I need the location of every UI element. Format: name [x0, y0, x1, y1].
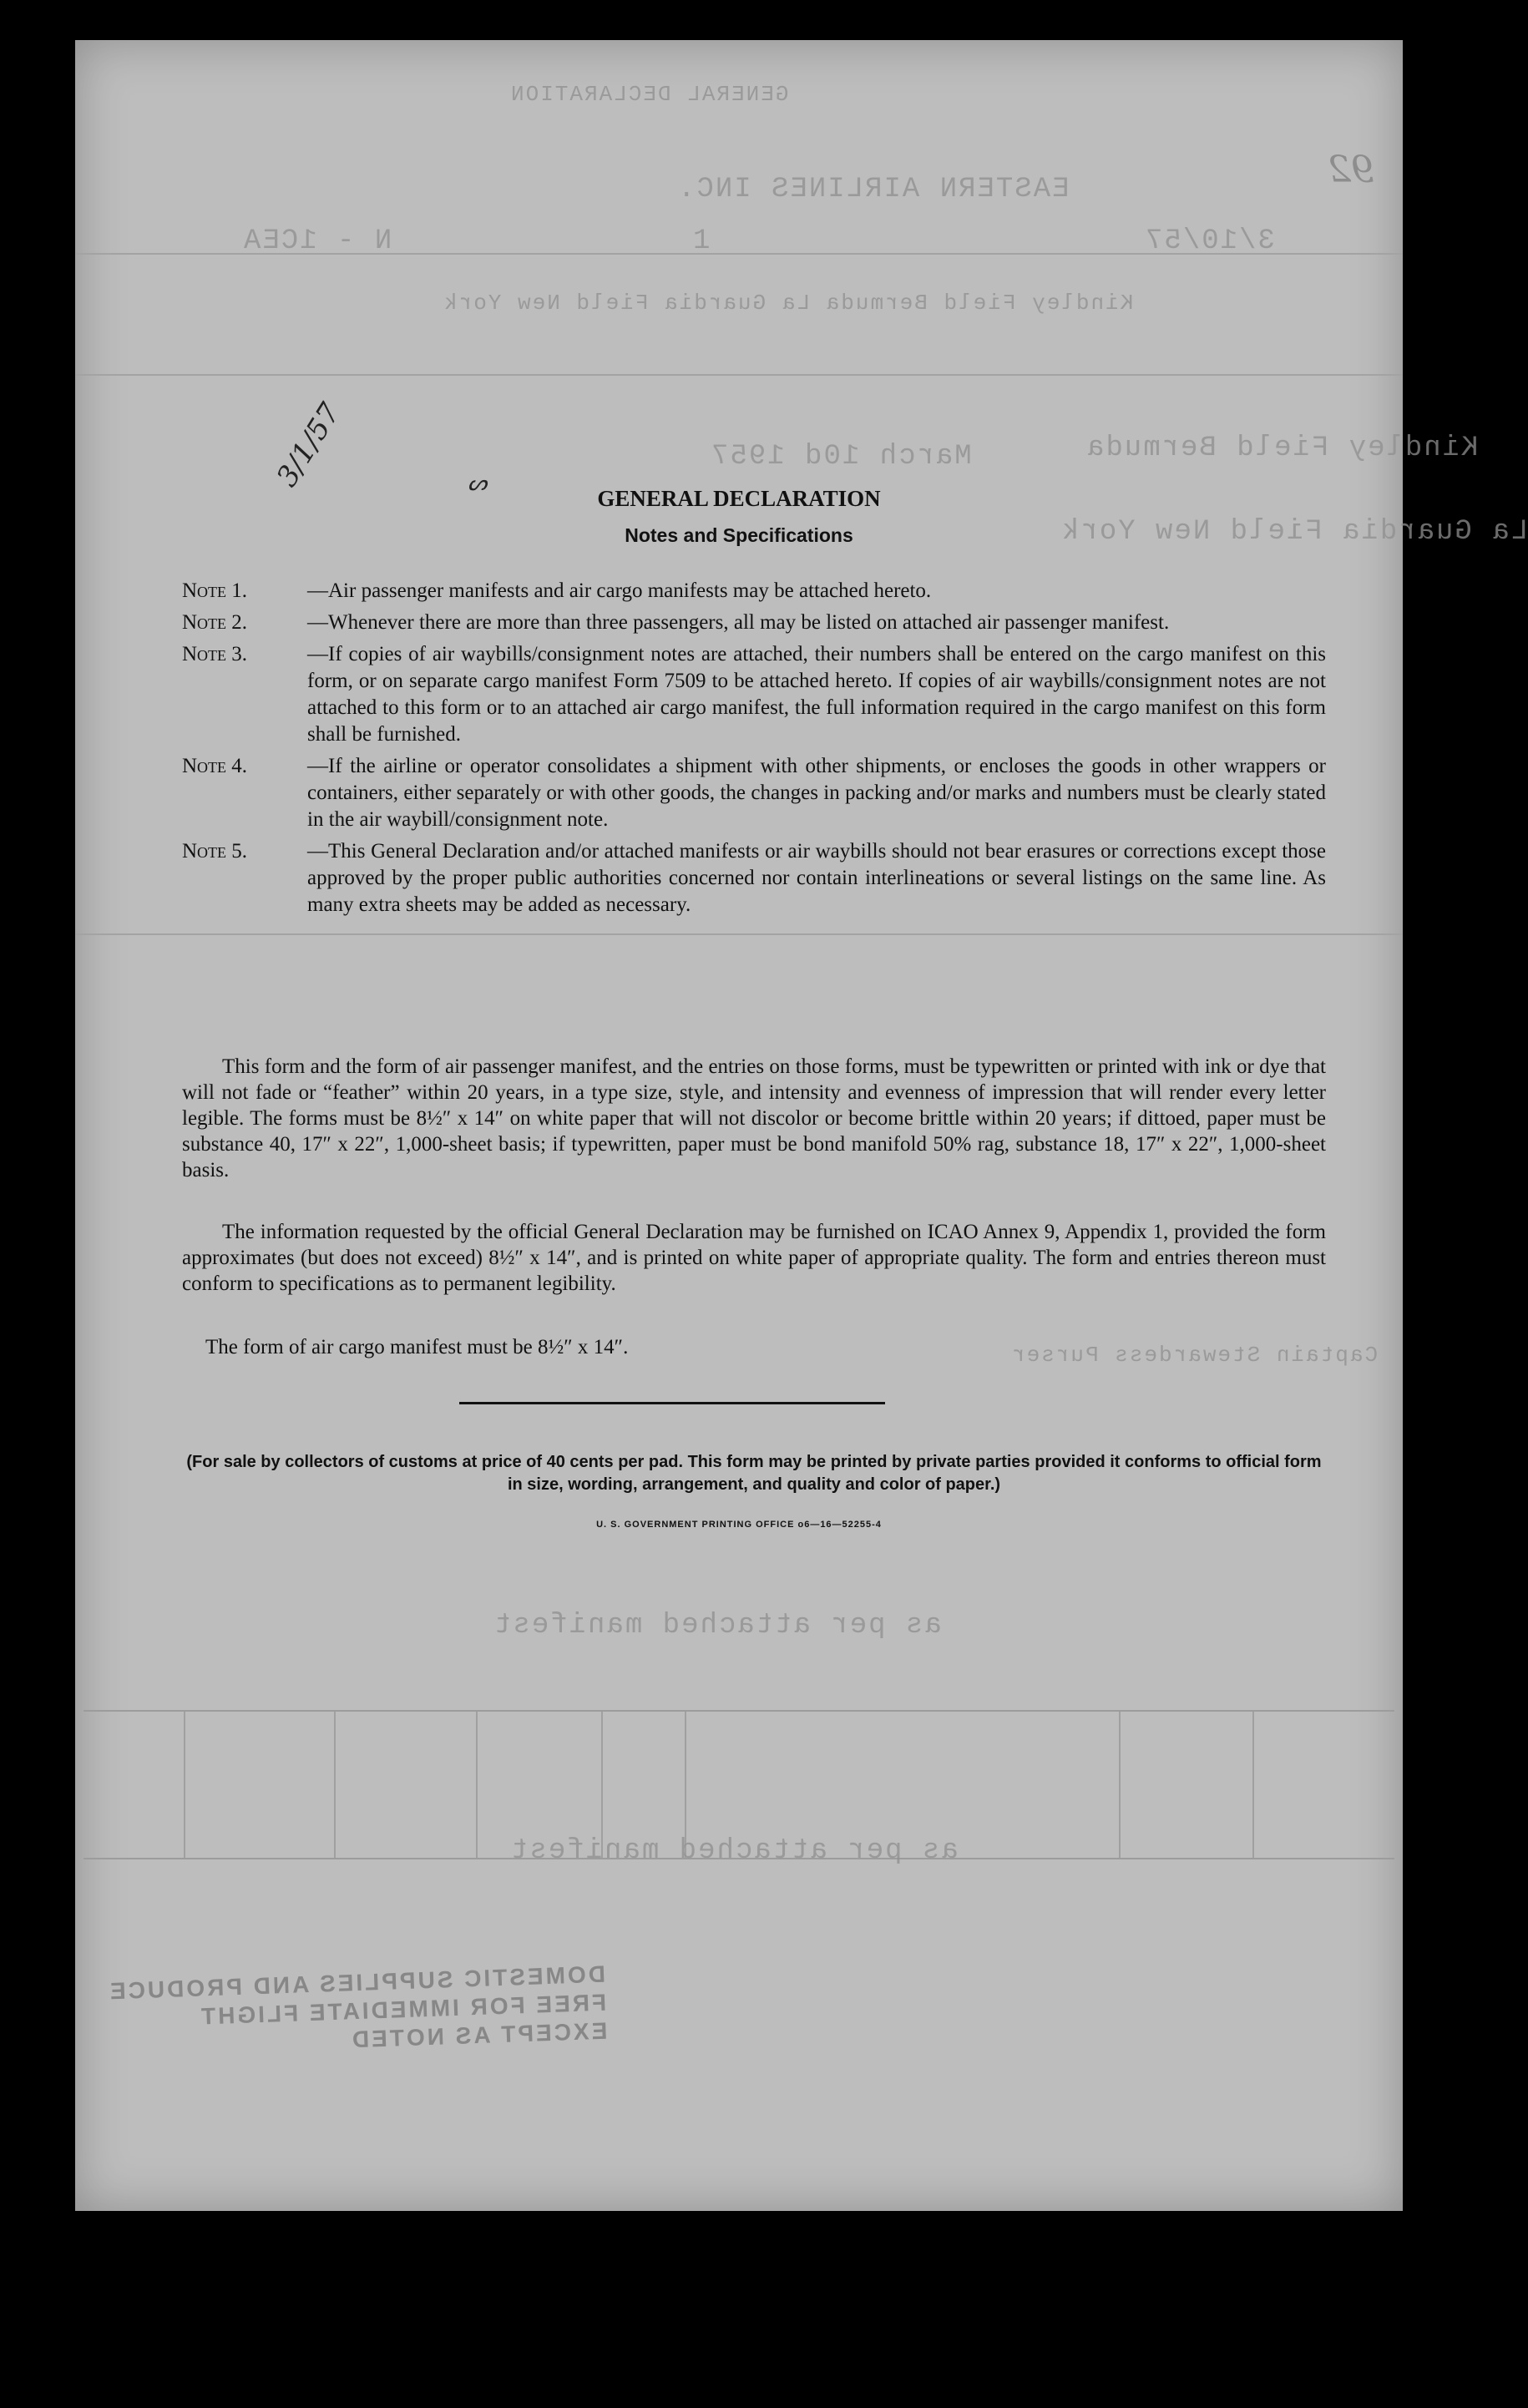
show-through-place1: Kindley Field Bermuda: [1085, 433, 1479, 464]
note-text: —Air passenger manifests and air cargo manifests may be attached hereto.: [307, 579, 932, 602]
page-title: GENERAL DECLARATION: [597, 486, 881, 511]
note-label: Note 5.: [182, 840, 248, 863]
document-page: [75, 40, 1528, 2211]
show-through-rule: [75, 933, 1403, 935]
note-label: Note 4.: [182, 755, 248, 777]
note-text: —If the airline or operator consolidates a shipment with other shipments, or encloses the goods in other wrappers or containers, either separately or with other goods, the changes in packing and/or marks and numbers must be clearly stated in the air waybill/consignment note.: [307, 755, 1326, 831]
show-through-cargo-note-2: as per attached manifest: [509, 1835, 959, 1867]
handwritten-mark: 3/1/57: [270, 397, 347, 493]
note-label: Note 2.: [182, 611, 248, 634]
show-through-owner: EASTERN AIRLINES INC.: [676, 174, 1070, 205]
show-through-date: 3/10/57: [1144, 225, 1275, 257]
show-through-place2: La Guardia Field New York: [1060, 516, 1528, 548]
show-through-aircraft: N - 1CEA: [242, 225, 392, 257]
divider-rule: [459, 1402, 885, 1404]
show-through-crew: Captain Stewardess Purser: [1010, 1343, 1379, 1368]
page-subtitle: Notes and Specifications: [625, 524, 853, 546]
handwritten-page-number: 92: [1328, 149, 1374, 191]
note-text: —Whenever there are more than three passengers, all may be listed on attached air passenger manifest.: [307, 611, 1170, 634]
note-item: [182, 610, 1326, 636]
show-through-rule: [75, 374, 1403, 376]
show-through-rule: [75, 253, 1403, 255]
note-label: Note 1.: [182, 579, 248, 602]
note-item: [182, 578, 1326, 605]
note-text: —If copies of air waybills/consignment notes are attached, their numbers shall be entered on the cargo manifest on this form, or on separate cargo manifest Form 7509 to be attached hereto. If copies of air waybills/consignment notes are not attached to this form or to an attached air cargo manifest, the full information required in the cargo manifest on this form shall be furnished.: [307, 643, 1326, 746]
note-item: [182, 641, 1326, 748]
note-label: Note 3.: [182, 643, 248, 665]
show-through-route: Kindley Field Bermuda La Guardia Field New York: [443, 291, 1134, 316]
notes-list: [182, 578, 1326, 923]
show-through-cargo-note: as per attached manifest: [493, 1610, 942, 1642]
show-through-stamp: DOMESTIC SUPPLIES AND PRODUCE FREE FOR IMMEDIATE FLIGHT EXCEPT AS NOTED: [107, 1960, 608, 2053]
show-through-title: GENERAL DECLARATION: [509, 82, 789, 107]
cargo-size-paragraph: The form of air cargo manifest must be 8½″ x 14″.: [205, 1336, 629, 1358]
icao-paragraph: The information requested by the official General Declaration may be furnished on ICAO Annex 9, Appendix 1, provided the form approximates (but does not exceed) 8½″ x 14″, and is printed on white paper of appropriate quality. The form and entries thereon must conform to specifications as to permanent legibility.: [182, 1221, 1326, 1295]
sale-note: (For sale by collectors of customs at price of 40 cents per pad. This form may be printed by private parties provided it conforms to official form in size, wording, arrangement, and quality and color of paper.): [186, 1453, 1322, 1494]
note-text: —This General Declaration and/or attached manifests or air waybills should not bear erasures or corrections except those approved by the proper public authorities concerned nor contain interlineations or several listings on the same line. As many extra sheets may be added as necessary.: [307, 840, 1326, 916]
show-through-date2: March 10d 1957: [710, 441, 972, 473]
form-requirements-paragraph: This form and the form of air passenger manifest, and the entries on those forms, must be typewritten or printed with ink or dye that will not fade or “feather” within 20 years, in a type size, style, and intensity and evenness of impression that will render every letter legible. The forms must be 8½″ x 14″ on white paper that will not discolor or become brittle within 20 years; if dittoed, paper must be substance 40, 17″ x 22″, 1,000-sheet basis; if typewritten, paper must be bond manifold 50% rag, substance 18, 17″ x 22″, 1,000-sheet basis.: [182, 1055, 1326, 1181]
note-item: [182, 838, 1326, 918]
note-item: [182, 753, 1326, 833]
tick-mark-icon: ᔕ: [468, 471, 488, 496]
show-through-flight-no: 1: [693, 225, 712, 257]
gpo-imprint: U. S. GOVERNMENT PRINTING OFFICE o6—16—52255-4: [596, 1520, 882, 1530]
